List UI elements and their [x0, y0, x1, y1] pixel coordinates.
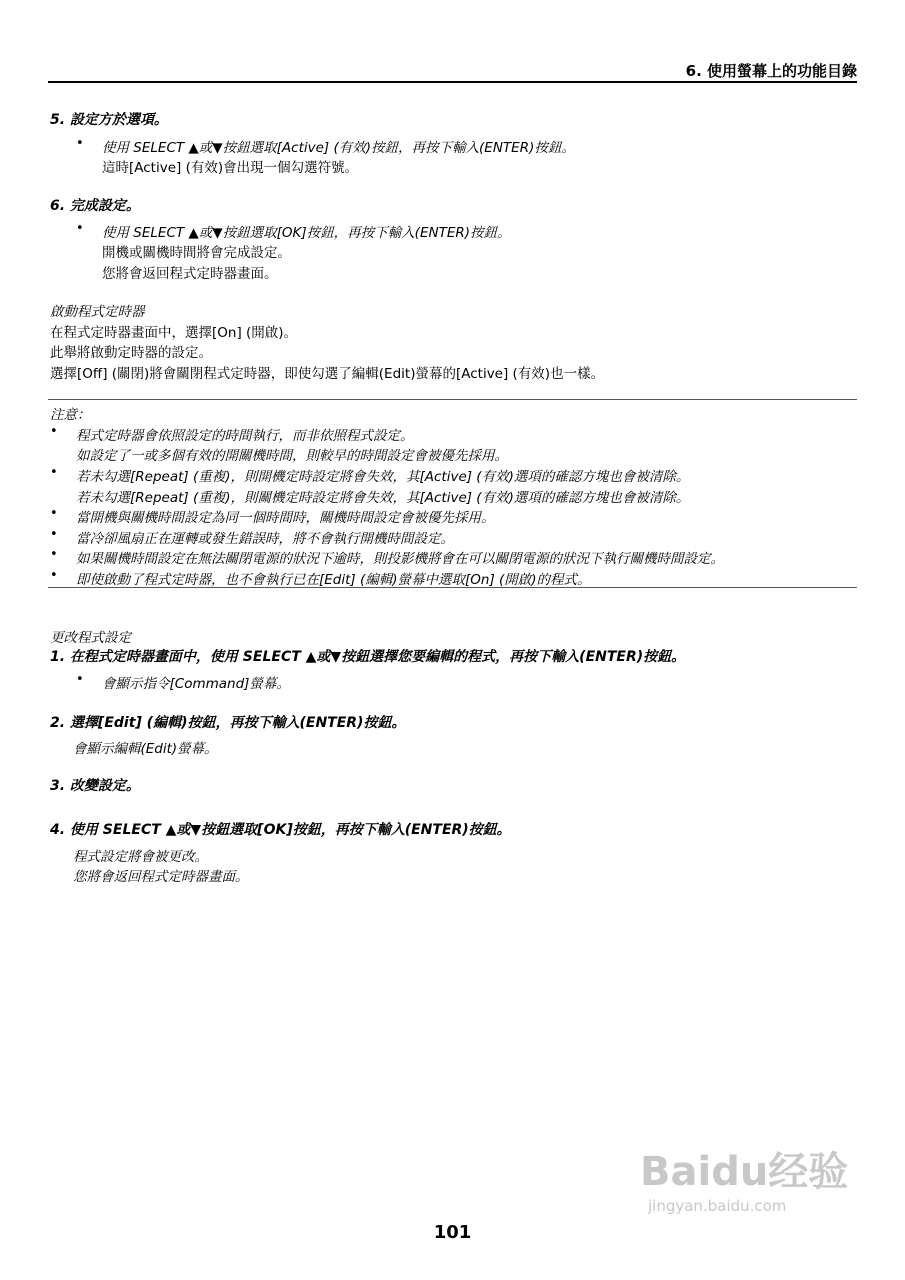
- note-item: 如設定了一或多個有效的開關機時間，則較早的時間設定會被優先採用。: [76, 448, 508, 464]
- bullet-icon: •: [76, 672, 84, 687]
- note-item: 若未勾選[Repeat] (重複)，則關機定時設定將會失效，其[Active] (有效)選項的確認方塊也會被清除。: [76, 490, 690, 506]
- page-number: 101: [433, 1222, 472, 1243]
- note-item: 若未勾選[Repeat] (重複)，則開機定時設定將會失效，其[Active] (有效)選項的確認方塊也會被清除。: [76, 469, 690, 485]
- note-item: 即使啟動了程式定時器，也不會執行已在[Edit] (編輯)螢幕中選取[On] (開啟)的程式。: [76, 572, 591, 588]
- bullet-icon: •: [50, 568, 58, 583]
- step-5-bullet-line-2: 這時[Active] (有效)會出現一個勾選符號。: [102, 160, 359, 176]
- bullet-icon: •: [50, 506, 58, 521]
- step-5-title: 5. 設定方於選項。: [50, 112, 168, 128]
- step-6-title: 6. 完成設定。: [50, 198, 140, 214]
- change-step-4: 4. 使用 SELECT ▲或▼按鈕選取[OK]按鈕，再按下輸入(ENTER)按鈕。: [50, 822, 511, 838]
- change-step-4-line-1: 程式設定將會被更改。: [73, 849, 208, 865]
- header-divider: [48, 81, 857, 83]
- start-timer-heading: 啟動程式定時器: [50, 304, 145, 320]
- bullet-icon: •: [50, 527, 58, 542]
- bullet-icon: •: [50, 424, 58, 439]
- start-timer-line-3: 選擇[Off] (關閉)將會關閉程式定時器，即使勾選了編輯(Edit)螢幕的[Active] (有效)也一樣。: [50, 366, 605, 382]
- baidu-watermark: [640, 1140, 850, 1230]
- bullet-icon: •: [76, 221, 84, 236]
- note-item: 當開機與關機時間設定為同一個時間時，關機時間設定會被優先採用。: [76, 510, 495, 526]
- watermark-url: jingyan.baidu.com: [648, 1197, 787, 1215]
- step-6-bullet-line-1: 使用 SELECT ▲或▼按鈕選取[OK]按鈕，再按下輸入(ENTER)按鈕。: [102, 225, 511, 241]
- change-step-4-line-2: 您將會返回程式定時器畫面。: [73, 869, 249, 885]
- change-step-1: 1. 在程式定時器畫面中，使用 SELECT ▲或▼按鈕選擇您要編輯的程式，再按下輸入(ENTER)按鈕。: [50, 649, 686, 665]
- note-item: 當冷卻風扇正在運轉或發生錯誤時，將不會執行開機時間設定。: [76, 531, 454, 547]
- chapter-title: 6. 使用螢幕上的功能目錄: [685, 62, 857, 80]
- bullet-icon: •: [76, 136, 84, 151]
- change-step-2-line: 會顯示編輯(Edit)螢幕。: [73, 741, 218, 757]
- change-step-3: 3. 改變設定。: [50, 778, 140, 794]
- watermark-brand: Baidu经验: [640, 1149, 849, 1195]
- note-item: 程式定時器會依照設定的時間執行，而非依照程式設定。: [76, 428, 414, 444]
- step-5-bullet-line-1: 使用 SELECT ▲或▼按鈕選取[Active] (有效)按鈕，再按下輸入(ENTER)按鈕。: [102, 140, 575, 156]
- note-top-divider: [48, 399, 857, 400]
- start-timer-line-2: 此舉將啟動定時器的設定。: [50, 345, 212, 361]
- bullet-icon: •: [50, 547, 58, 562]
- change-step-2: 2. 選擇[Edit] (編輯)按鈕，再按下輸入(ENTER)按鈕。: [50, 715, 406, 731]
- bullet-icon: •: [50, 465, 58, 480]
- note-bottom-divider: [48, 587, 857, 588]
- note-item: 如果關機時間設定在無法關閉電源的狀況下逾時，則投影機將會在可以關閉電源的狀況下執行關機時間設定。: [76, 551, 724, 567]
- change-settings-heading: 更改程式設定: [50, 630, 131, 646]
- start-timer-line-1: 在程式定時器畫面中，選擇[On] (開啟)。: [50, 325, 298, 341]
- step-6-bullet-line-3: 您將會返回程式定時器畫面。: [102, 266, 278, 282]
- note-title: 注意：: [50, 407, 91, 423]
- change-step-1-bullet: 會顯示指令[Command]螢幕。: [102, 676, 290, 692]
- step-6-bullet-line-2: 開機或關機時間將會完成設定。: [102, 245, 291, 261]
